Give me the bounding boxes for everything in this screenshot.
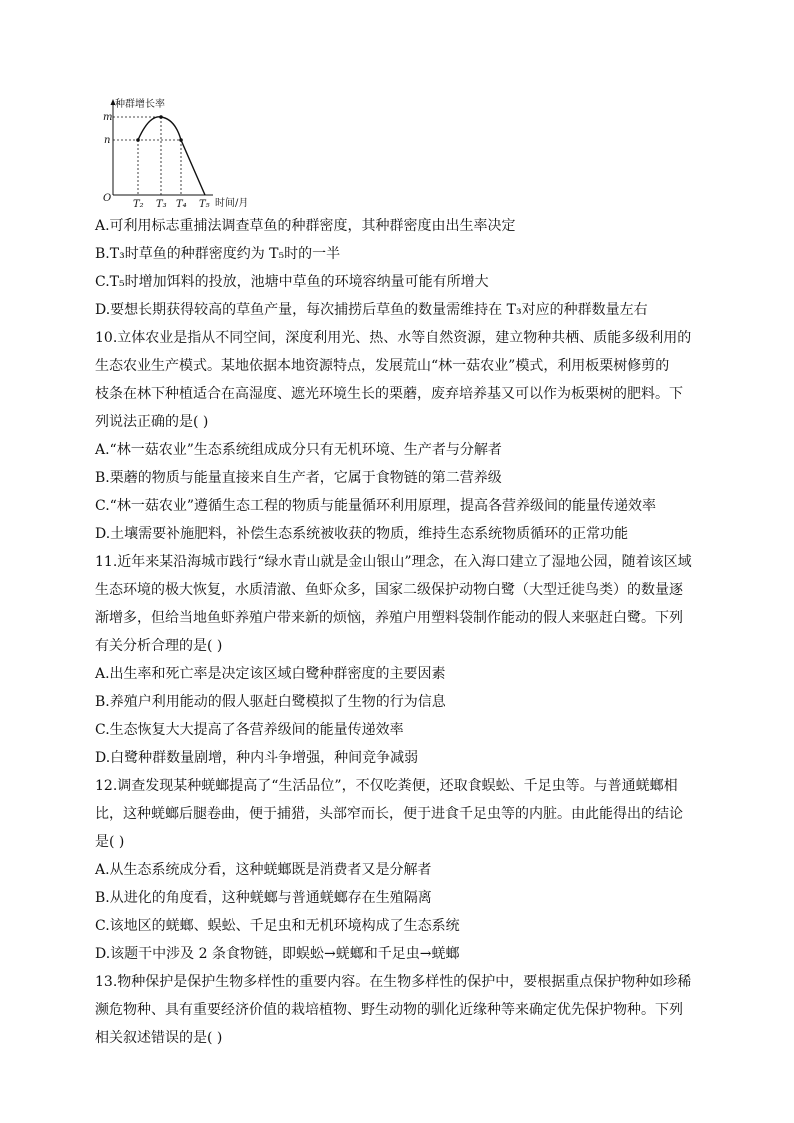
text-line: D.该题干中涉及 2 条食物链，即蜈蚣→蜣螂和千足虫→蜣螂 <box>95 946 460 962</box>
y-tick-n: n <box>104 135 111 146</box>
text-line: A.从生态系统成分看，这种蜣螂既是消费者又是分解者 <box>95 862 432 878</box>
text-line: D.要想长期获得较高的草鱼产量，每次捕捞后草鱼的数量需维持在 T₃对应的种群数量左右 <box>95 302 648 318</box>
text-line: 生态农业生产模式。某地依据本地资源特点，发展荒山“林一菇农业”模式，利用板栗树修剪的 <box>95 358 670 374</box>
text-line: 11.近年来某沿海城市践行“绿水青山就是金山银山”理念，在入海口建立了湿地公园，随着该区域 <box>95 554 692 570</box>
text-line: B.栗蘑的物质与能量直接来自生产者，它属于食物链的第二营养级 <box>95 470 502 486</box>
point-t4 <box>179 138 183 142</box>
text-line: 10.立体农业是指从不同空间，深度利用光、热、水等自然资源，建立物种共栖、质能多级利用的 <box>95 330 692 346</box>
text-line: 是( ) <box>95 834 125 850</box>
text-line: 枝条在林下种植适合在高湿度、遮光环境生长的栗蘑，废弃培养基又可以作为板栗树的肥料。下 <box>95 386 683 402</box>
x-axis-label: 时间/月 <box>215 198 249 209</box>
text-line: 渐增多，但给当地鱼虾养殖户带来新的烦恼，养殖户用塑料袋制作能动的假人来驱赶白鹭。下列 <box>95 610 683 626</box>
text-line: 比，这种蜣螂后腿卷曲，便于捕猎，头部窄而长，便于进食千足虫等的内脏。由此能得出的结论 <box>95 806 683 822</box>
text-line: 13.物种保护是保护生物多样性的重要内容。在生物多样性的保护中，要根据重点保护物种如珍稀 <box>95 974 692 990</box>
text-line: A.“林一菇农业”生态系统组成成分只有无机环境、生产者与分解者 <box>95 442 502 458</box>
y-axis-label: 种群增长率 <box>115 99 165 110</box>
text-line: 生态环境的极大恢复，水质清澈、鱼虾众多，国家二级保护动物白鹭（大型迁徙鸟类）的数量逐 <box>95 582 683 598</box>
text-line: 濒危物种、具有重要经济价值的栽培植物、野生动物的驯化近缘种等来确定优先保护物种。下列 <box>95 1002 683 1018</box>
text-line: C.T₅时增加饵料的投放，池塘中草鱼的环境容纳量可能有所增大 <box>95 274 489 290</box>
point-t2 <box>136 138 140 142</box>
growth-rate-graph <box>95 95 275 210</box>
origin-label: O <box>103 193 112 204</box>
x-tick-t5: T₅ <box>199 199 210 210</box>
x-tick-t4: T₄ <box>176 199 187 210</box>
x-tick-t3: T₃ <box>156 199 167 210</box>
text-line: D.土壤需要补施肥料，补偿生态系统被收获的物质，维持生态系统物质循环的正常功能 <box>95 526 629 542</box>
text-line: 相关叙述错误的是( ) <box>95 1030 223 1046</box>
text-line: 12.调查发现某种蜣螂提高了“生活品位”，不仅吃粪便，还取食蜈蚣、千足虫等。与普通蜣螂相 <box>95 778 678 794</box>
text-line: C.该地区的蜣螂、蜈蚣、千足虫和无机环境构成了生态系统 <box>95 918 460 934</box>
text-line: B.T₃时草鱼的种群密度约为 T₅时的一半 <box>95 246 341 262</box>
text-line: C.“林一菇农业”遵循生态工程的物质与能量循环利用原理，提高各营养级间的能量传递效率 <box>95 498 656 514</box>
text-line: C.生态恢复大大提高了各营养级间的能量传递效率 <box>95 722 404 738</box>
x-tick-t2: T₂ <box>133 199 144 210</box>
text-line: D.白鹭种群数量剧增，种内斗争增强，种间竞争减弱 <box>95 750 419 766</box>
text-line: B.养殖户利用能动的假人驱赶白鹭模拟了生物的行为信息 <box>95 694 446 710</box>
y-tick-m: m <box>103 112 113 123</box>
text-line: B.从进化的角度看，这种蜣螂与普通蜣螂存在生殖隔离 <box>95 890 432 906</box>
text-line: A.可利用标志重捕法调查草鱼的种群密度，其种群密度由出生率决定 <box>95 218 516 234</box>
growth-rate-figure <box>95 95 275 210</box>
point-t3 <box>159 115 163 119</box>
text-line: 有关分析合理的是( ) <box>95 638 223 654</box>
text-line: A.出生率和死亡率是决定该区域白鹭种群密度的主要因素 <box>95 666 446 682</box>
growth-rate-curve <box>138 117 205 195</box>
text-line: 列说法正确的是( ) <box>95 414 209 430</box>
question-text <box>95 212 705 1052</box>
